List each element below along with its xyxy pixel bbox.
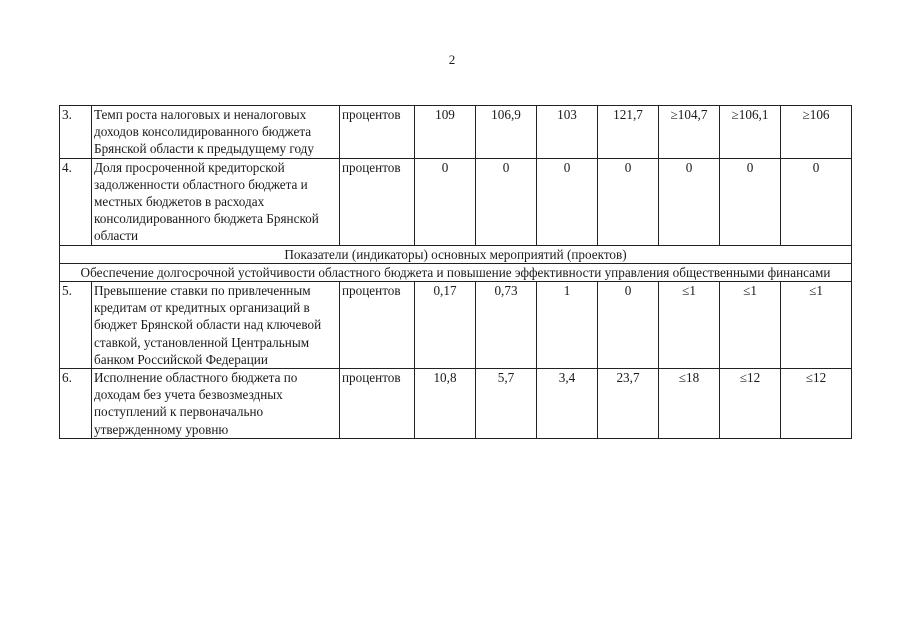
table-row (60, 106, 852, 159)
row-number: 3. (60, 106, 92, 159)
page-number: 2 (448, 52, 456, 67)
value-cell: ≤12 (781, 369, 852, 439)
value-cell: 106,9 (476, 106, 537, 159)
indicator-name: Превышение ставки по привлеченным кредитам от кредитных организаций в бюджет Брянской области над ключевой ставкой, установленной Центральным банком Российской Федерации (92, 282, 340, 369)
value-cell: 5,7 (476, 369, 537, 439)
value-cell: 0 (537, 158, 598, 245)
value-cell: ≥106,1 (720, 106, 781, 159)
value-cell: 109 (415, 106, 476, 159)
value-cell: 0 (781, 158, 852, 245)
table-row (60, 369, 852, 439)
value-cell: 1 (537, 282, 598, 369)
indicator-name: Темп роста налоговых и неналоговых доходов консолидированного бюджета Брянской области к предыдущему году (92, 106, 340, 159)
section-header-row (60, 263, 852, 281)
value-cell: ≥104,7 (659, 106, 720, 159)
value-cell: 0 (720, 158, 781, 245)
value-cell: ≤12 (720, 369, 781, 439)
row-number: 4. (60, 158, 92, 245)
section-header-row (60, 245, 852, 263)
value-cell: 0 (476, 158, 537, 245)
value-cell: ≤1 (720, 282, 781, 369)
indicators-table (59, 105, 852, 439)
activity-title: Обеспечение долгосрочной устойчивости областного бюджета и повышение эффективности управления общественными финансами (60, 263, 852, 281)
indicator-name: Доля просроченной кредиторской задолженности областного бюджета и местных бюджетов в расходах консолидированного бюджета Брянской области (92, 158, 340, 245)
value-cell: 0 (659, 158, 720, 245)
value-cell: 0 (598, 282, 659, 369)
unit-cell: процентов (340, 282, 415, 369)
value-cell: 23,7 (598, 369, 659, 439)
table-row (60, 282, 852, 369)
value-cell: 3,4 (537, 369, 598, 439)
value-cell: ≤18 (659, 369, 720, 439)
row-number: 5. (60, 282, 92, 369)
table-row (60, 158, 852, 245)
value-cell: 0 (415, 158, 476, 245)
unit-cell: процентов (340, 158, 415, 245)
value-cell: 121,7 (598, 106, 659, 159)
value-cell: ≤1 (659, 282, 720, 369)
value-cell: ≥106 (781, 106, 852, 159)
value-cell: 0 (598, 158, 659, 245)
value-cell: 103 (537, 106, 598, 159)
section-title: Показатели (индикаторы) основных мероприятий (проектов) (60, 245, 852, 263)
unit-cell: процентов (340, 106, 415, 159)
row-number: 6. (60, 369, 92, 439)
indicator-name: Исполнение областного бюджета по доходам без учета безвозмездных поступлений к первоначально утвержденному уровню (92, 369, 340, 439)
value-cell: 0,73 (476, 282, 537, 369)
value-cell: 10,8 (415, 369, 476, 439)
unit-cell: процентов (340, 369, 415, 439)
value-cell: ≤1 (781, 282, 852, 369)
value-cell: 0,17 (415, 282, 476, 369)
